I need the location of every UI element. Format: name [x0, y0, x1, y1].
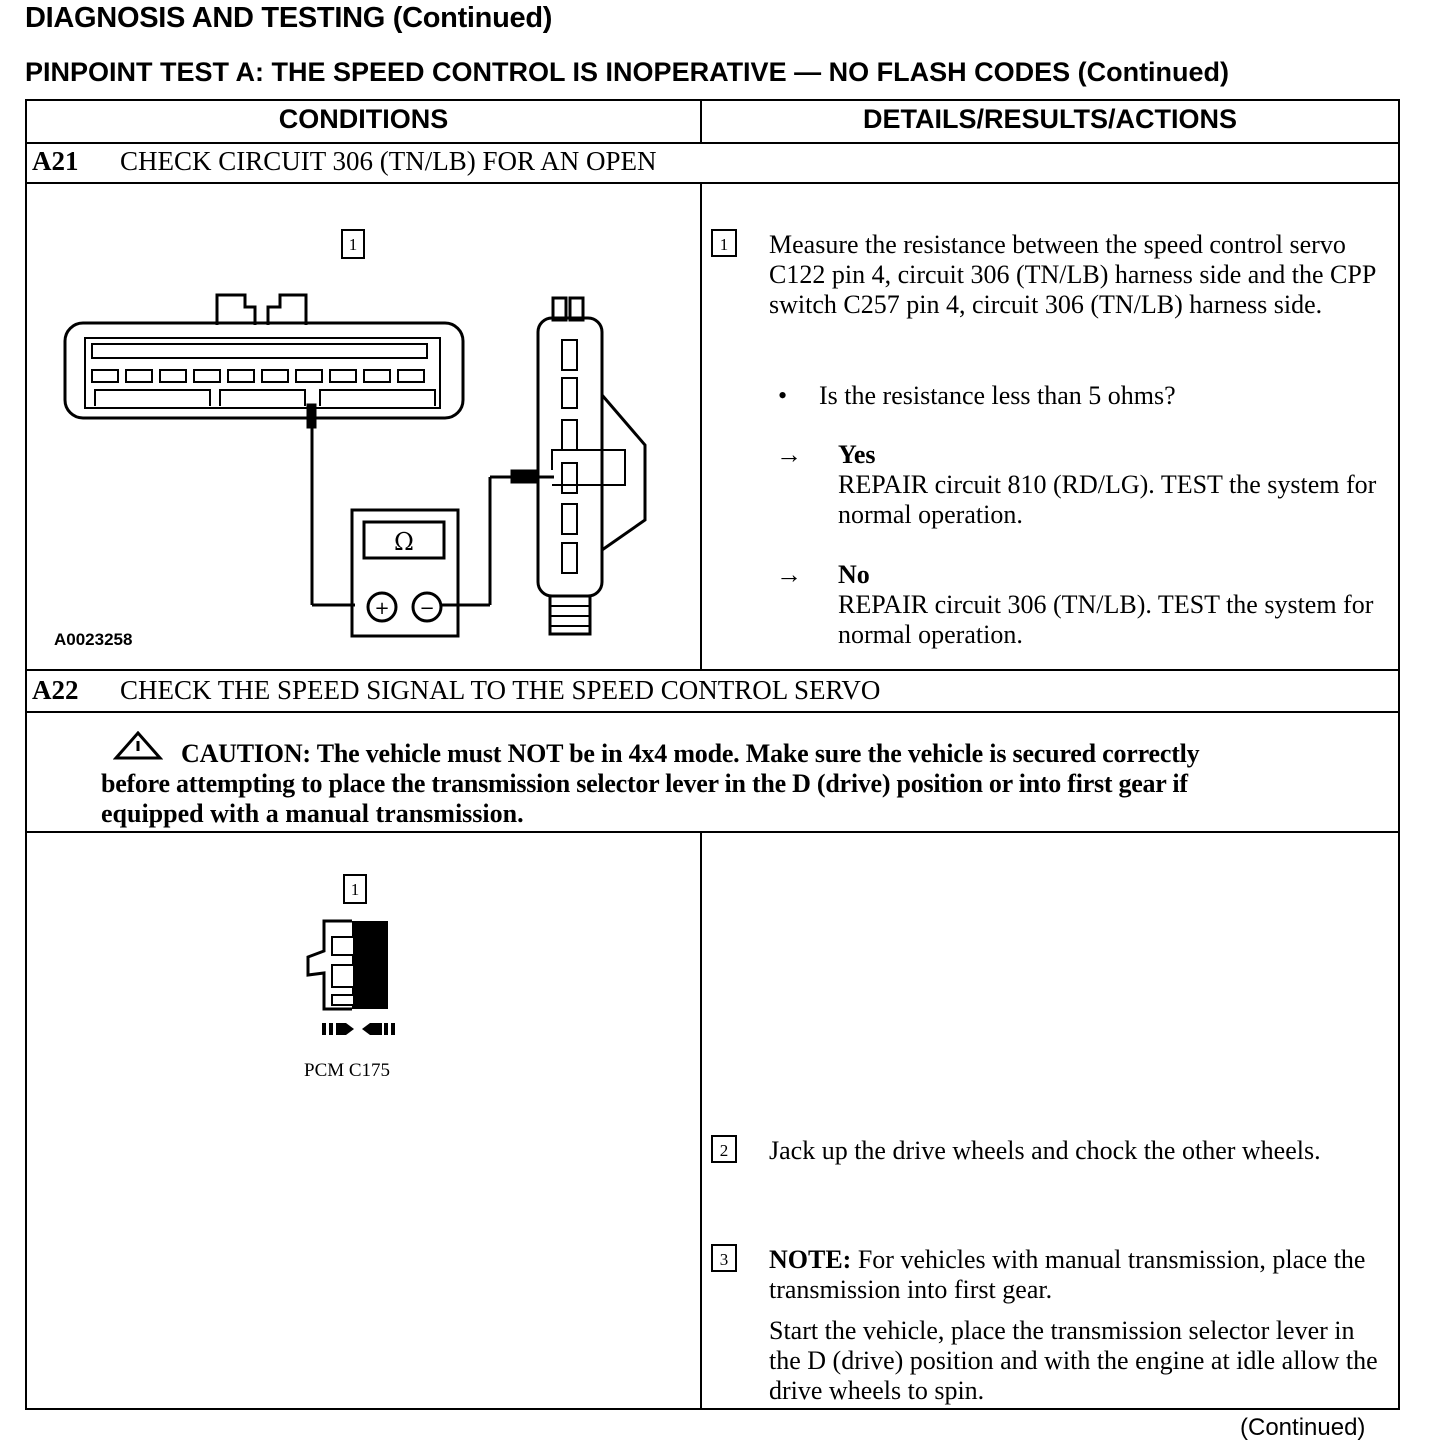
caution-line-2: before attempting to place the transmission selector lever in the D (drive) position or into first gear if	[101, 769, 1188, 798]
connector-latch	[217, 295, 255, 325]
step-title-a22: CHECK THE SPEED SIGNAL TO THE SPEED CONTROL SERVO	[120, 675, 881, 705]
arrow-right-icon: →	[776, 440, 802, 469]
pcm-connector-figure	[296, 915, 406, 1045]
figure-number-a21: 1	[341, 229, 365, 259]
circuit-diagram-figure	[40, 280, 680, 660]
figure-caption-pcm: PCM C175	[304, 1060, 391, 1081]
figure-id-a21: A0023258	[54, 630, 133, 649]
bullet-icon: •	[778, 381, 788, 410]
continued-label: (Continued)	[1240, 1414, 1366, 1441]
caution-label: CAUTION:	[181, 739, 311, 768]
note-label: NOTE:	[769, 1245, 852, 1274]
step-id-a21: A21	[32, 146, 79, 176]
note-text: For vehicles with manual transmission, place the transmission into first gear.	[769, 1245, 1366, 1304]
caution-triangle-icon	[113, 731, 163, 761]
ohm-symbol: Ω	[394, 528, 414, 556]
step-number-box: 2	[711, 1135, 737, 1163]
step-number-box: 1	[711, 229, 737, 257]
a21-question: Is the resistance less than 5 ohms?	[819, 381, 1176, 410]
caution-text-1: The vehicle must NOT be in 4x4 mode. Make sure the vehicle is secured correctly	[316, 739, 1200, 768]
minus-label: −	[419, 598, 435, 619]
arrow-right-icon: →	[776, 560, 802, 589]
yes-action: REPAIR circuit 810 (RD/LG). TEST the system for normal operation.	[838, 470, 1377, 529]
yes-label: Yes	[838, 440, 876, 469]
step2-text: Jack up the drive wheels and chock the other wheels.	[769, 1136, 1321, 1165]
no-label: No	[838, 560, 870, 589]
caution-line-1	[181, 739, 1199, 769]
cpp-switch-connector	[538, 318, 602, 596]
step3-note	[769, 1245, 1369, 1305]
figure-number-a22: 1	[343, 874, 367, 904]
page-title: DIAGNOSIS AND TESTING (Continued)	[25, 2, 553, 34]
step3-text: Start the vehicle, place the transmission selector lever in the D (drive) position and with the engine at idle allow the drive wheels to spin.	[769, 1316, 1378, 1405]
a21-instruction: Measure the resistance between the speed control servo C122 pin 4, circuit 306 (TN/LB) harness side and the CPP switch C257 pin 4, circuit 306 (TN/LB) harness side.	[769, 230, 1376, 319]
column-header-conditions: CONDITIONS	[278, 104, 449, 134]
no-action: REPAIR circuit 306 (TN/LB). TEST the system for normal operation.	[838, 590, 1374, 649]
plus-label: +	[374, 598, 390, 619]
caution-line-3: equipped with a manual transmission.	[101, 799, 524, 828]
step-number-box: 3	[711, 1244, 737, 1272]
pinpoint-test-title: PINPOINT TEST A: THE SPEED CONTROL IS INOPERATIVE — NO FLASH CODES (Continued)	[25, 57, 1230, 87]
step-id-a22: A22	[32, 675, 79, 705]
column-header-details: DETAILS/RESULTS/ACTIONS	[862, 104, 1237, 134]
step-title-a21: CHECK CIRCUIT 306 (TN/LB) FOR AN OPEN	[120, 146, 657, 176]
probe	[308, 405, 315, 427]
